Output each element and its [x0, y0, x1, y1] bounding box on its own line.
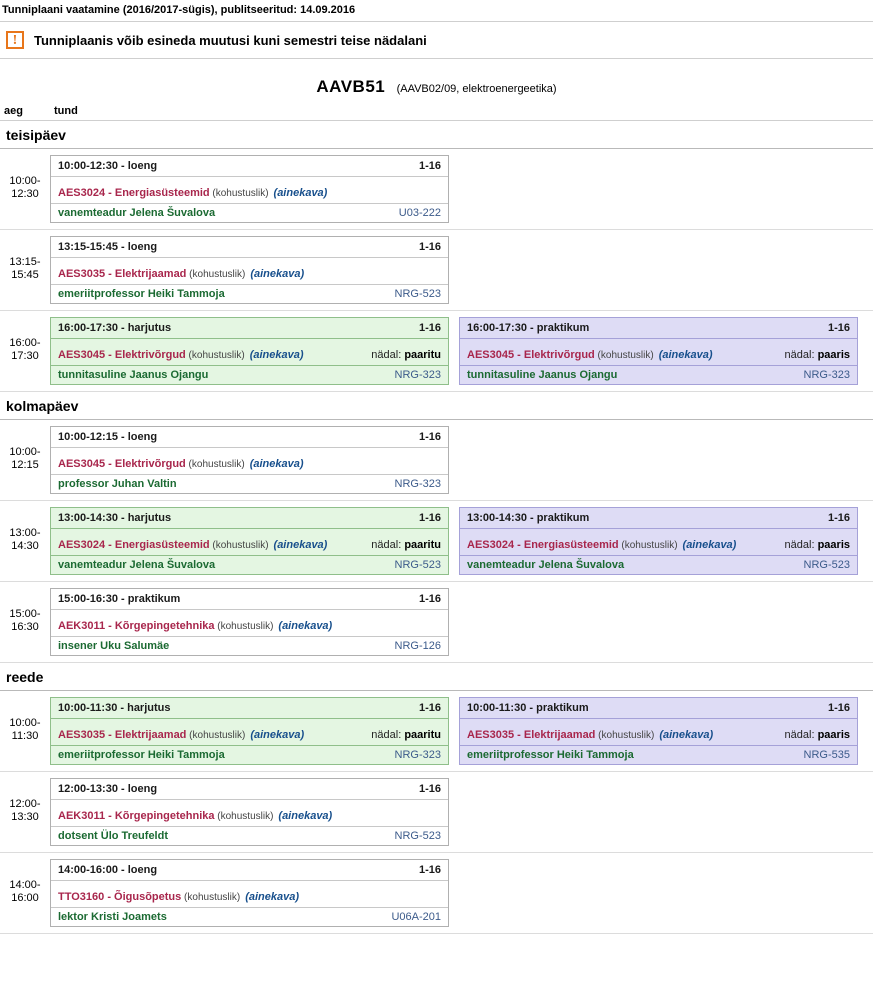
lesson-parity: nädal: paaritu — [371, 349, 441, 361]
lesson-obligation: (kohustuslik) — [214, 621, 274, 632]
lesson-obligation: (kohustuslik) — [595, 730, 655, 741]
lesson-room[interactable]: NRG-523 — [803, 559, 850, 571]
schedule-row — [0, 582, 873, 663]
schedule-row — [0, 230, 873, 311]
lesson-subject-link[interactable]: AES3035 - Elektrijaamad — [58, 729, 187, 741]
slot-cards — [50, 588, 873, 656]
slot-time: 15:00- 16:30 — [9, 608, 41, 633]
lesson-room[interactable]: NRG-323 — [394, 478, 441, 490]
lesson-card-footer — [51, 474, 448, 493]
lesson-parity: nädal: paaris — [784, 349, 850, 361]
slot-time: 12:00- 13:30 — [9, 798, 41, 823]
lesson-room[interactable]: NRG-535 — [803, 749, 850, 761]
lesson-weeks: 1-16 — [827, 702, 850, 714]
lesson-card-header — [51, 237, 448, 258]
lesson-card-subject-row — [460, 529, 857, 555]
lesson-parity: nädal: paaritu — [371, 539, 441, 551]
lesson-weeks: 1-16 — [418, 593, 441, 605]
lesson-room[interactable]: U06A-201 — [391, 911, 441, 923]
lesson-room[interactable]: NRG-323 — [803, 369, 850, 381]
lesson-card[interactable] — [50, 697, 449, 765]
syllabus-link[interactable]: (ainekava) — [278, 620, 333, 632]
lesson-subject-link[interactable]: AES3024 - Energiasüsteemid — [58, 187, 210, 199]
lesson-card-footer — [460, 745, 857, 764]
lesson-subject-link[interactable]: AEK3011 - Kõrgepingetehnika — [58, 620, 215, 632]
column-header-lesson: tund — [54, 105, 78, 117]
lesson-teacher[interactable]: emeriitprofessor Heiki Tammoja — [58, 288, 225, 300]
lesson-card[interactable] — [50, 507, 449, 575]
lesson-obligation: (kohustuslik) — [209, 188, 269, 199]
lesson-card-header — [460, 318, 857, 339]
slot-cards — [50, 317, 873, 385]
lesson-obligation: (kohustuslik) — [186, 269, 246, 280]
lesson-card-footer — [460, 365, 857, 384]
lesson-parity: nädal: paaris — [784, 729, 850, 741]
lesson-card[interactable] — [50, 588, 449, 656]
lesson-subject-group — [58, 891, 299, 903]
lesson-subject-link[interactable]: AES3045 - Elektrivõrgud — [467, 349, 595, 361]
lesson-parity: nädal: paaritu — [371, 729, 441, 741]
syllabus-link[interactable]: (ainekava) — [273, 187, 328, 199]
slot-time: 13:00- 14:30 — [9, 527, 41, 552]
syllabus-link[interactable]: (ainekava) — [658, 349, 713, 361]
lesson-teacher[interactable]: insener Uku Salumäe — [58, 640, 170, 652]
lesson-subject-group — [58, 810, 332, 822]
syllabus-link[interactable]: (ainekava) — [273, 539, 328, 551]
lesson-card-footer — [51, 284, 448, 303]
lesson-teacher[interactable]: lektor Kristi Joamets — [58, 911, 167, 923]
course-subtitle: (AAVB02/09, elektroenergeetika) — [396, 83, 557, 95]
lesson-card-header — [460, 698, 857, 719]
lesson-card-header — [460, 508, 857, 529]
lesson-obligation: (kohustuslik) — [185, 350, 245, 361]
lesson-time-type: 10:00-12:15 - loeng — [58, 431, 158, 443]
lesson-card-header — [51, 508, 448, 529]
schedule-row — [0, 853, 873, 934]
slot-time: 10:00- 12:30 — [9, 175, 41, 200]
schedule-row — [0, 772, 873, 853]
lesson-teacher[interactable]: vanemteadur Jelena Šuvalova — [467, 559, 625, 571]
lesson-card-header — [51, 860, 448, 881]
lesson-card-subject-row — [460, 719, 857, 745]
lesson-card[interactable] — [50, 426, 449, 494]
slot-cards — [50, 426, 873, 494]
lesson-obligation: (kohustuslik) — [594, 350, 654, 361]
lesson-card-subject-row — [51, 448, 448, 474]
slot-time: 13:15- 15:45 — [9, 256, 41, 281]
day-header: reede — [0, 663, 873, 691]
lesson-weeks: 1-16 — [827, 322, 850, 334]
lesson-teacher[interactable]: tunnitasuline Jaanus Ojangu — [467, 369, 618, 381]
lesson-subject-group — [58, 539, 327, 551]
lesson-time-type: 12:00-13:30 - loeng — [58, 783, 158, 795]
publication-header: Tunniplaani vaatamine (2016/2017-sügis), publitseeritud: 14.09.2016 — [2, 4, 356, 16]
lesson-subject-group — [467, 729, 713, 741]
schedule-body — [0, 121, 873, 934]
lesson-obligation: (kohustuslik) — [209, 540, 269, 551]
lesson-subject-group — [467, 349, 713, 361]
lesson-subject-link[interactable]: AEK3011 - Kõrgepingetehnika — [58, 810, 215, 822]
lesson-time-type: 10:00-11:30 - harjutus — [58, 702, 171, 714]
slot-cards — [50, 507, 873, 575]
lesson-room[interactable]: U03-222 — [398, 207, 441, 219]
lesson-subject-group — [58, 268, 304, 280]
warning-icon: ! — [6, 31, 24, 49]
lesson-weeks: 1-16 — [418, 241, 441, 253]
lesson-room[interactable]: NRG-523 — [394, 559, 441, 571]
schedule-row — [0, 420, 873, 501]
day-header: teisipäev — [0, 121, 873, 149]
lesson-subject-link[interactable]: TTO3160 - Õigusõpetus — [58, 891, 182, 903]
lesson-card-header — [51, 589, 448, 610]
lesson-card-subject-row — [51, 881, 448, 907]
lesson-obligation: (kohustuslik) — [618, 540, 678, 551]
lesson-card-subject-row — [51, 610, 448, 636]
lesson-time-type: 13:15-15:45 - loeng — [58, 241, 158, 253]
slot-time: 10:00- 11:30 — [9, 717, 41, 742]
lesson-weeks: 1-16 — [827, 512, 850, 524]
lesson-teacher[interactable]: emeriitprofessor Heiki Tammoja — [58, 749, 225, 761]
slot-cards — [50, 236, 873, 304]
syllabus-link[interactable]: (ainekava) — [245, 891, 299, 903]
lesson-obligation: (kohustuslik) — [185, 459, 245, 470]
table-header — [0, 103, 873, 120]
lesson-time-type: 14:00-16:00 - loeng — [58, 864, 158, 876]
lesson-card-header — [51, 318, 448, 339]
warning-banner — [0, 22, 873, 58]
lesson-card-footer — [460, 555, 857, 574]
lesson-subject-group — [58, 729, 304, 741]
lesson-subject-group — [58, 620, 332, 632]
lesson-card-subject-row — [51, 719, 448, 745]
lesson-time-type: 15:00-16:30 - praktikum — [58, 593, 181, 605]
lesson-card-footer — [51, 555, 448, 574]
lesson-time-type: 13:00-14:30 - harjutus — [58, 512, 172, 524]
lesson-card[interactable] — [459, 697, 858, 765]
lesson-weeks: 1-16 — [418, 783, 441, 795]
lesson-room[interactable]: NRG-323 — [394, 749, 441, 761]
syllabus-link[interactable]: (ainekava) — [659, 729, 714, 741]
lesson-card[interactable] — [50, 317, 449, 385]
lesson-card[interactable] — [459, 507, 858, 575]
lesson-subject-link[interactable]: AES3035 - Elektrijaamad — [58, 268, 187, 280]
slot-time: 14:00- 16:00 — [9, 879, 41, 904]
syllabus-link[interactable]: (ainekava) — [249, 458, 304, 470]
slot-cards — [50, 155, 873, 223]
lesson-card-subject-row — [460, 339, 857, 365]
lesson-time-type: 10:00-12:30 - loeng — [58, 160, 158, 172]
column-header-time: aeg — [4, 105, 23, 117]
lesson-teacher[interactable]: professor Juhan Valtin — [58, 478, 177, 490]
lesson-card[interactable] — [50, 155, 449, 223]
lesson-card[interactable] — [459, 317, 858, 385]
lesson-subject-link[interactable]: AES3035 - Elektrijaamad — [467, 729, 596, 741]
day-header: kolmapäev — [0, 392, 873, 420]
lesson-card-footer — [51, 826, 448, 845]
lesson-room[interactable]: NRG-523 — [394, 830, 441, 842]
lesson-card-header — [51, 779, 448, 800]
lesson-teacher[interactable]: vanemteadur Jelena Šuvalova — [58, 559, 216, 571]
lesson-subject-group — [58, 349, 304, 361]
syllabus-link[interactable]: (ainekava) — [278, 810, 333, 822]
lesson-weeks: 1-16 — [418, 864, 441, 876]
lesson-card-header — [51, 156, 448, 177]
lesson-card-footer — [51, 203, 448, 222]
lesson-weeks: 1-16 — [418, 160, 441, 172]
slot-cards — [50, 697, 873, 765]
course-code: AAVB51 — [316, 77, 386, 96]
schedule-row — [0, 691, 873, 772]
lesson-card-footer — [51, 745, 448, 764]
lesson-subject-group — [467, 539, 736, 551]
lesson-obligation: (kohustuslik) — [186, 730, 246, 741]
lesson-weeks: 1-16 — [418, 322, 441, 334]
lesson-time-type: 16:00-17:30 - harjutus — [58, 322, 172, 334]
lesson-card-footer — [51, 365, 448, 384]
lesson-room[interactable]: NRG-323 — [394, 369, 441, 381]
syllabus-link[interactable]: (ainekava) — [250, 268, 305, 280]
lesson-parity: nädal: paaris — [784, 539, 850, 551]
slot-cards — [50, 778, 873, 846]
lesson-card-header — [51, 698, 448, 719]
lesson-time-type: 16:00-17:30 - praktikum — [467, 322, 590, 334]
lesson-subject-group — [58, 458, 304, 470]
lesson-weeks: 1-16 — [418, 512, 441, 524]
slot-time: 16:00- 17:30 — [9, 337, 41, 362]
lesson-teacher[interactable]: tunnitasuline Jaanus Ojangu — [58, 369, 209, 381]
lesson-card-footer — [51, 636, 448, 655]
schedule-row — [0, 501, 873, 582]
lesson-subject-link[interactable]: AES3024 - Energiasüsteemid — [467, 539, 619, 551]
schedule-row — [0, 311, 873, 392]
lesson-subject-link[interactable]: AES3045 - Elektrivõrgud — [58, 349, 186, 361]
lesson-card[interactable] — [50, 859, 449, 927]
lesson-card-header — [51, 427, 448, 448]
lesson-card-subject-row — [51, 258, 448, 284]
lesson-subject-group — [58, 187, 327, 199]
syllabus-link[interactable]: (ainekava) — [682, 539, 737, 551]
lesson-obligation: (kohustuslik) — [181, 892, 241, 903]
lesson-time-type: 13:00-14:30 - praktikum — [467, 512, 590, 524]
lesson-card-footer — [51, 907, 448, 926]
syllabus-link[interactable]: (ainekava) — [249, 349, 304, 361]
lesson-room[interactable]: NRG-126 — [394, 640, 441, 652]
lesson-weeks: 1-16 — [418, 702, 441, 714]
lesson-card-subject-row — [51, 339, 448, 365]
course-title — [0, 59, 873, 103]
lesson-subject-link[interactable]: AES3024 - Energiasüsteemid — [58, 539, 210, 551]
lesson-room[interactable]: NRG-523 — [394, 288, 441, 300]
lesson-card-subject-row — [51, 529, 448, 555]
lesson-teacher[interactable]: dotsent Ülo Treufeldt — [58, 830, 168, 842]
warning-text: Tunniplaanis võib esineda muutusi kuni semestri teise nädalani — [34, 32, 427, 48]
lesson-teacher[interactable]: emeriitprofessor Heiki Tammoja — [467, 749, 634, 761]
lesson-weeks: 1-16 — [418, 431, 441, 443]
lesson-obligation: (kohustuslik) — [214, 811, 274, 822]
lesson-card[interactable] — [50, 778, 449, 846]
syllabus-link[interactable]: (ainekava) — [250, 729, 305, 741]
lesson-card-subject-row — [51, 177, 448, 203]
slot-cards — [50, 859, 873, 927]
lesson-card-subject-row — [51, 800, 448, 826]
lesson-time-type: 10:00-11:30 - praktikum — [467, 702, 589, 714]
schedule-row — [0, 149, 873, 230]
lesson-card[interactable] — [50, 236, 449, 304]
slot-time: 10:00- 12:15 — [9, 446, 41, 471]
lesson-subject-link[interactable]: AES3045 - Elektrivõrgud — [58, 458, 186, 470]
lesson-teacher[interactable]: vanemteadur Jelena Šuvalova — [58, 207, 216, 219]
